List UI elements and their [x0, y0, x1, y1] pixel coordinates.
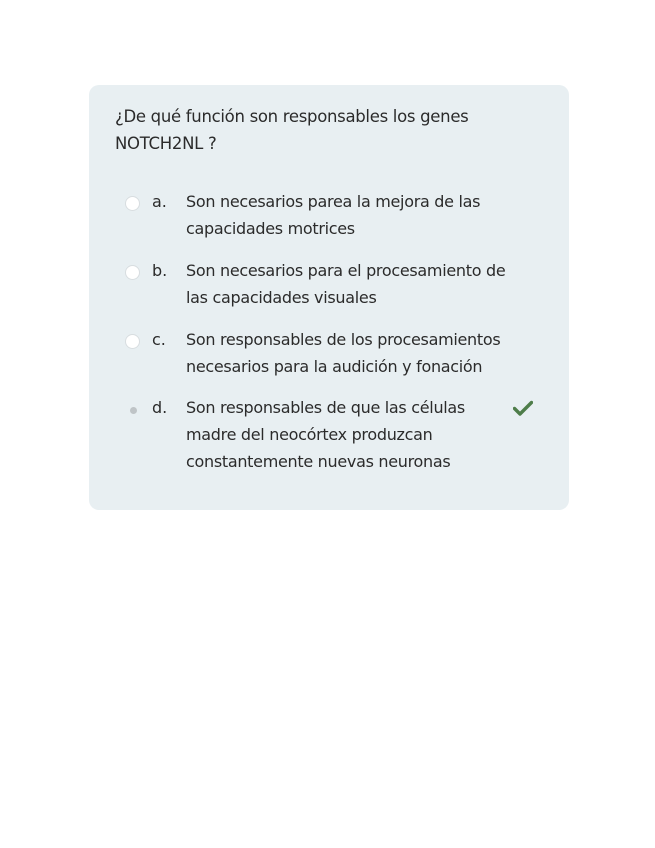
question-card — [89, 85, 569, 510]
answer-text-b: Son necesarios para el procesamiento de las capacidades visuales — [186, 261, 506, 307]
answer-text-a: Son necesarios parea la mejora de las capacidades motrices — [186, 192, 481, 238]
check-icon — [513, 400, 533, 416]
answer-text-d: Son responsables de que las células madre del neocórtex produzcan constantemente nuevas neuronas — [186, 398, 465, 471]
answer-letter-d: d. — [152, 398, 168, 417]
radio-button-d-selected[interactable] — [130, 407, 137, 414]
question-text: ¿De qué función son responsables los genes NOTCH2NL ? — [115, 107, 469, 153]
radio-button-a[interactable] — [125, 196, 140, 211]
answer-letter-b: b. — [152, 261, 168, 280]
radio-button-c[interactable] — [125, 334, 140, 349]
answer-letter-a: a. — [152, 192, 167, 211]
answer-text-c: Son responsables de los procesamientos necesarios para la audición y fonación — [186, 330, 501, 376]
answer-letter-c: c. — [152, 330, 166, 349]
radio-button-b[interactable] — [125, 265, 140, 280]
